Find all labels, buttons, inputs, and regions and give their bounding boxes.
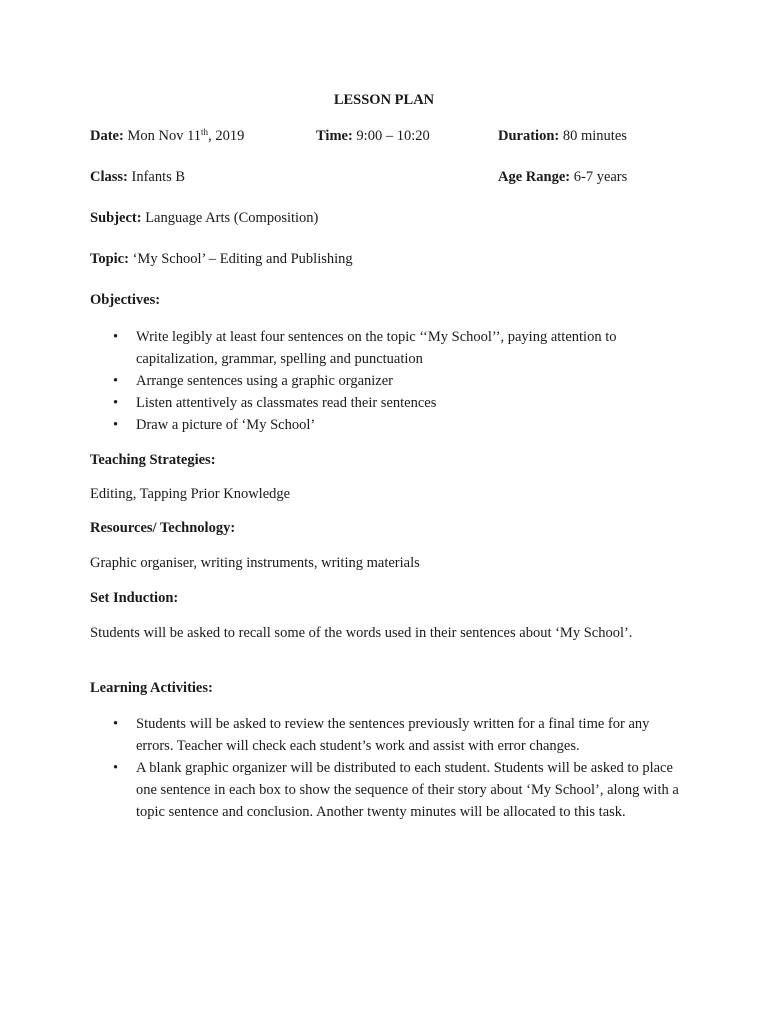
age-range-value: 6-7 years — [573, 169, 628, 185]
learning-activities-heading: Learning Activities: — [90, 680, 213, 696]
subject-value: Language Arts (Composition) — [145, 210, 319, 226]
objectives-heading: Objectives: — [90, 292, 161, 308]
time-value: 9:00 – 10:20 — [356, 128, 430, 144]
date-value-tail: , 2019 — [208, 128, 245, 144]
resources-heading: Resources/ Technology: — [90, 520, 236, 536]
page-title: LESSON PLAN — [333, 92, 435, 108]
list-item: • Write legibly at least four sentences on the topic ‘‘My School’’, paying attention to capitalization, grammar, spelling and punctuation — [90, 326, 680, 370]
list-item: • Draw a picture of ‘My School’ — [90, 414, 680, 436]
date-value-main: Mon Nov 11 — [127, 128, 202, 144]
teaching-strategies-text: Editing, Tapping Prior Knowledge — [90, 486, 291, 502]
date-field: Date: Mon Nov 11th, 2019 — [90, 127, 245, 144]
date-label: Date — [90, 128, 119, 144]
topic-value: ‘My School’ – Editing and Publishing — [132, 251, 353, 267]
class-label: Class — [90, 169, 124, 185]
list-item: • Arrange sentences using a graphic organizer — [90, 370, 680, 392]
time-field: Time: 9:00 – 10:20 — [316, 128, 430, 144]
subject-label: Subject — [90, 210, 137, 226]
resources-text: Graphic organiser, writing instruments, writing materials — [90, 555, 420, 571]
objectives-list — [90, 326, 680, 436]
list-item: • Students will be asked to review the sentences previously written for a final time for any errors. Teacher will check each student’s work and assist with error changes. — [90, 713, 680, 757]
age-range-field: Age Range: 6-7 years — [498, 169, 628, 185]
set-induction-heading: Set Induction: — [90, 590, 179, 606]
topic-field: Topic: ‘My School’ – Editing and Publishing — [90, 251, 353, 267]
teaching-strategies-heading: Teaching Strategies: — [90, 452, 216, 468]
subject-field: Subject: Language Arts (Composition) — [90, 210, 319, 226]
duration-field: Duration: 80 minutes — [498, 128, 627, 144]
duration-label: Duration — [498, 128, 555, 144]
class-field: Class: Infants B — [90, 169, 186, 185]
set-induction-text: Students will be asked to recall some of the words used in their sentences about ‘My School’. — [90, 625, 633, 641]
age-range-label: Age Range — [498, 169, 566, 185]
list-item: • A blank graphic organizer will be distributed to each student. Students will be asked to place one sentence in each box to show the sequence of their story about ‘My School’, along with a topic sentence and conclusion. Another twenty minutes will be allocated to this task. — [90, 757, 680, 823]
class-value: Infants B — [131, 169, 186, 185]
time-label: Time — [316, 128, 348, 144]
date-value-sup: th — [201, 127, 209, 137]
duration-value: 80 minutes — [562, 128, 627, 144]
topic-label: Topic — [90, 251, 125, 267]
list-item: • Listen attentively as classmates read their sentences — [90, 392, 680, 414]
learning-activities-list — [90, 713, 680, 823]
